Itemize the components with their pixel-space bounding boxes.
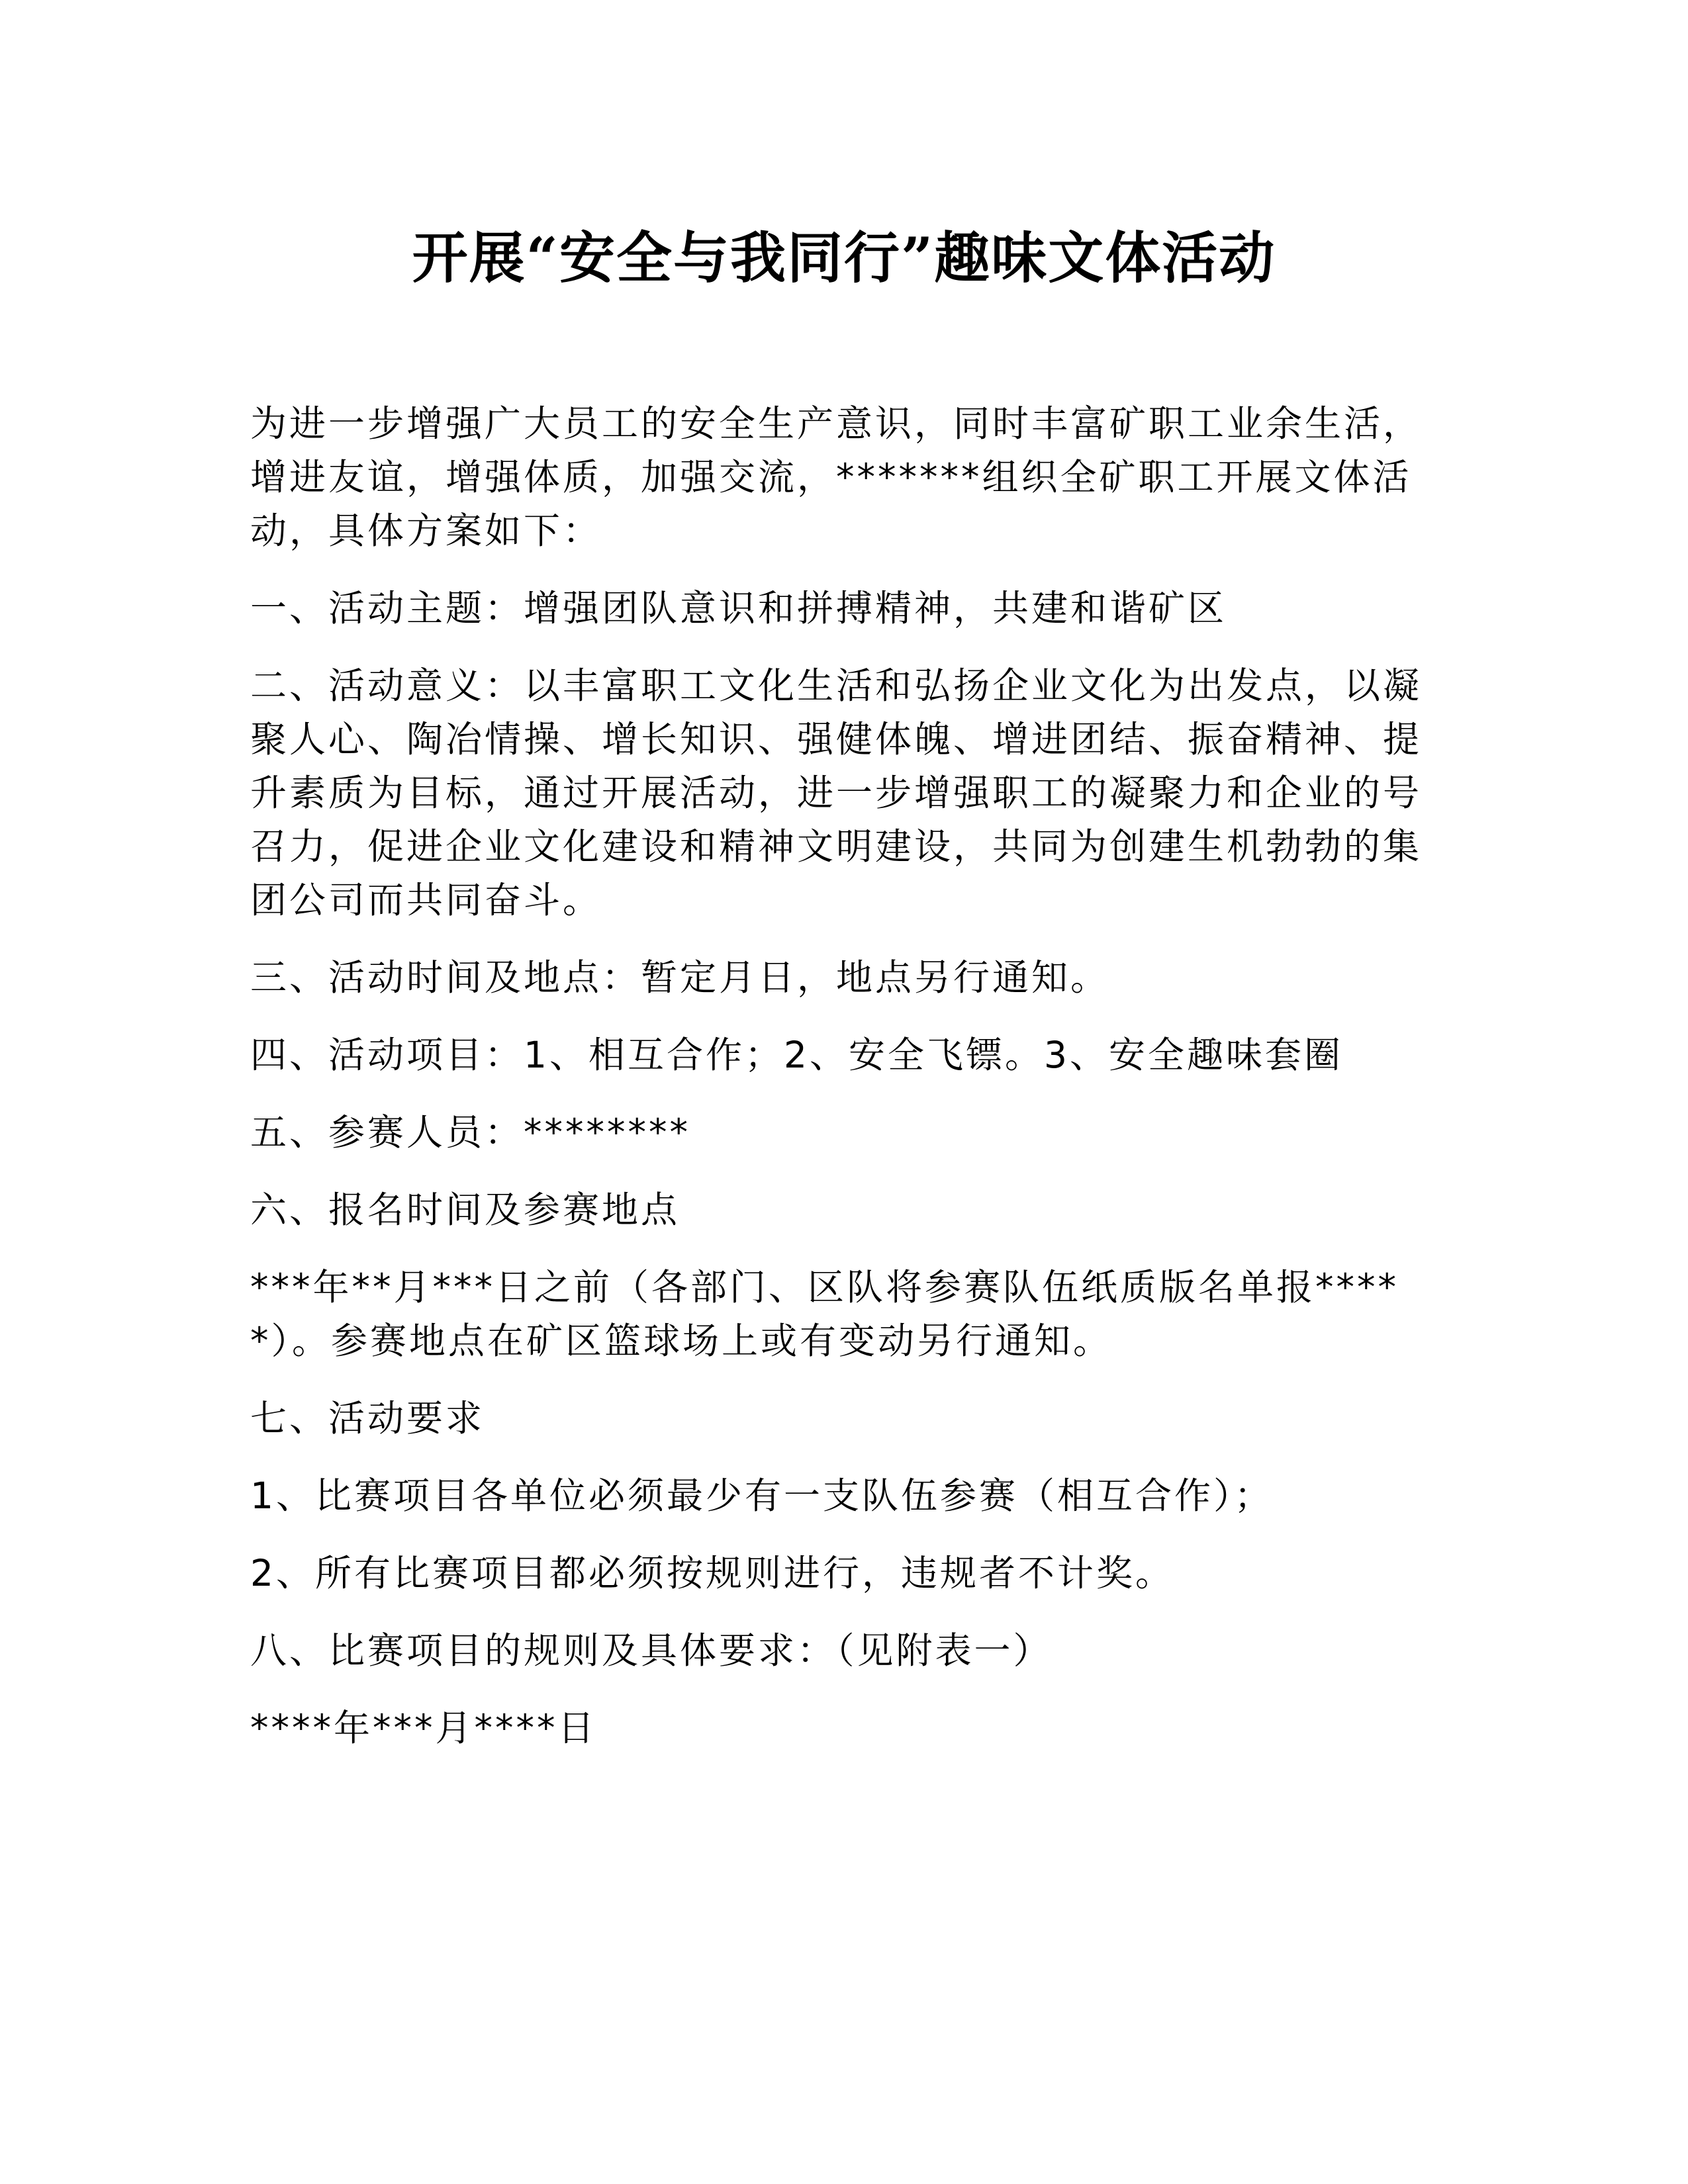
section-registration-detail: ***年**月***日之前（各部门、区队将参赛队伍纸质版名单报*****）。参赛地点在矿区篮球场上或有变动另行通知。 (250, 1266, 1399, 1362)
section-participants: 五、参赛人员：******** (250, 1111, 691, 1154)
document-date: ****年***月****日 (250, 1707, 597, 1749)
section-events: 四、活动项目：1、相互合作；2、安全飞镖。3、安全趣味套圈 (250, 1034, 1343, 1076)
section-theme: 一、活动主题：增强团队意识和拼搏精神，共建和谐矿区 (250, 587, 1227, 629)
document-title: 开展“安全与我同行”趣味文体活动 (412, 225, 1276, 291)
requirement-item: 1、比赛项目各单位必须最少有一支队伍参赛（相互合作）； (250, 1475, 1274, 1517)
section-significance: 二、活动意义：以丰富职工文化生活和弘扬企业文化为出发点，以凝聚人心、陶冶情操、增长知识、强健体魄、增进团结、振奋精神、提升素质为目标，通过开展活动，进一步增强职工的凝聚力和企业的号召力，促进企业文化建设和精神文明建设，共同为创建生机勃勃的集团公司而共同奋斗。 (250, 664, 1423, 921)
requirement-item: 2、所有比赛项目都必须按规则进行，违规者不计奖。 (250, 1552, 1174, 1594)
document-body (250, 397, 1442, 1779)
section-registration-heading: 六、报名时间及参赛地点 (250, 1189, 680, 1231)
section-rules: 八、比赛项目的规则及具体要求：（见附表一） (250, 1629, 1053, 1672)
intro-paragraph: 为进一步增强广大员工的安全生产意识，同时丰富矿职工业余生活，增进友谊，增强体质，加强交流，*******组织全矿职工开展文体活动，具体方案如下： (250, 402, 1423, 552)
section-requirements-heading: 七、活动要求 (250, 1397, 485, 1439)
section-time-location: 三、活动时间及地点：暂定月日，地点另行通知。 (250, 956, 1110, 999)
